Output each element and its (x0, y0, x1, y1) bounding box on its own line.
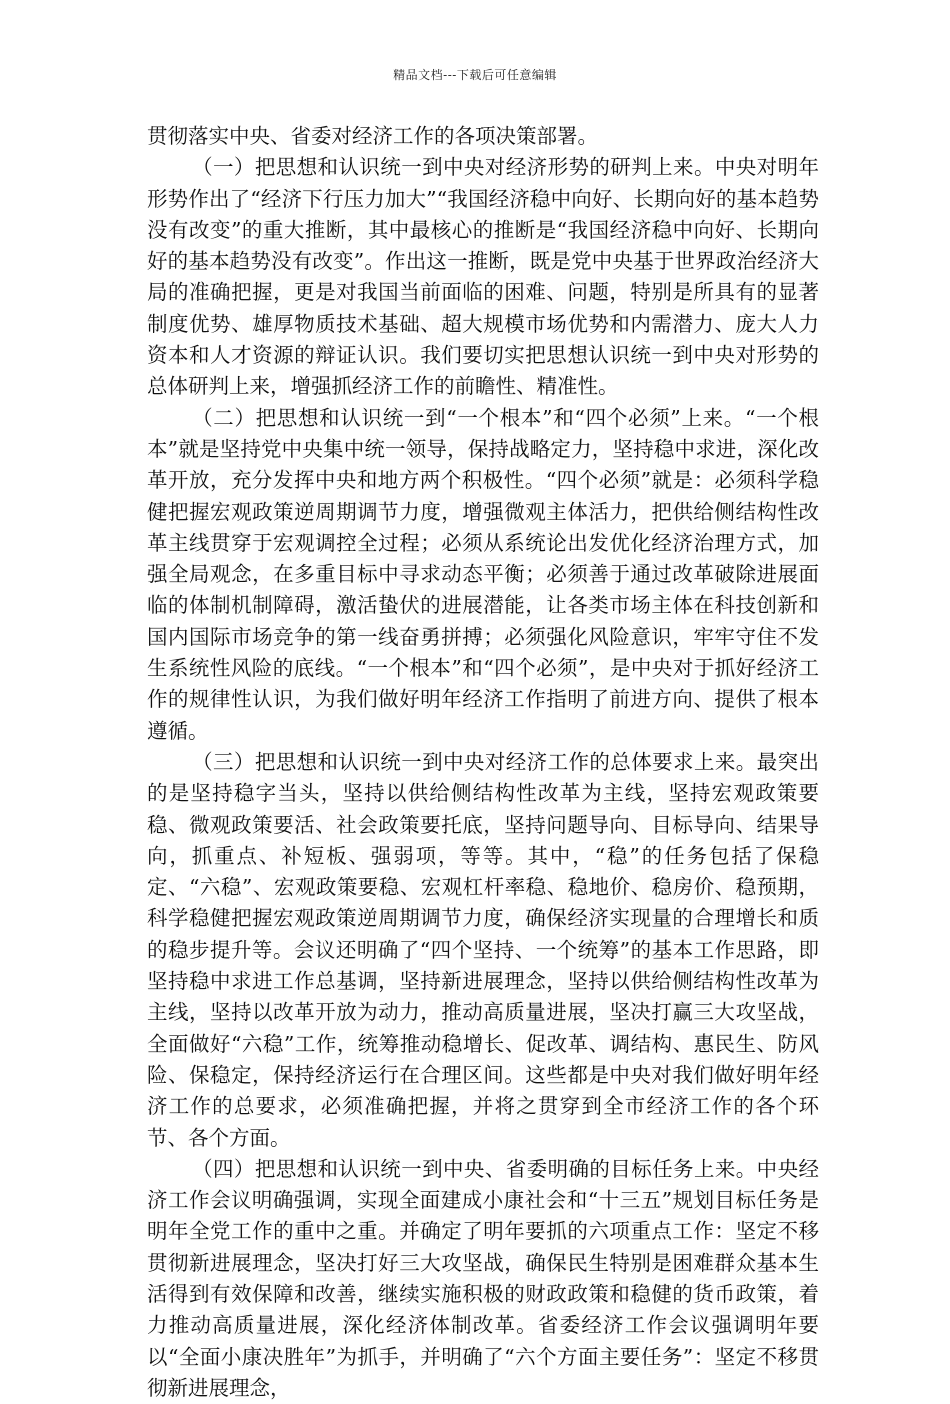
paragraph-continuation: 贯彻落实中央、省委对经济工作的各项决策部署。 (147, 124, 598, 148)
page-header: 精品文档---下载后可任意编辑 (393, 68, 557, 82)
paragraph-section-4: （四）把思想和认识统一到中央、省委明确的目标任务上来。中央经济工作会议明确强调，实现全面建成小康社会和“十三五”规划目标任务是明年全党工作的重中之重。并确定了明年要抓的六项重点工作：坚定不移贯彻新进展理念，坚决打好三大攻坚战，确保民生特别是困难群众基本生活得到有效保障和改善，继续实施积极的财政政策和稳健的货币政策，着力推动高质量进展，深化经济体制改革。省委经济工作会议强调明年要以“全面小康决胜年”为抓手，并明确了“六个方面主要任务”：坚定不移贯彻新进展理念， (147, 1156, 819, 1400)
paragraph-section-1: （一）把思想和认识统一到中央对经济形势的研判上来。中央对明年形势作出了“经济下行压力加大”“我国经济稳中向好、长期向好的基本趋势没有改变”的重大推断，其中最核心的推断是“我国经济稳中向好、长期向好的基本趋势没有改变”。作出这一推断，既是党中央基于世界政治经济大局的准确把握，更是对我国当前面临的困难、问题，特别是所具有的显著制度优势、雄厚物质技术基础、超大规模市场优势和内需潜力、庞大人力资本和人才资源的辩证认识。我们要切实把思想认识统一到中央对形势的总体研判上来，增强抓经济工作的前瞻性、精准性。 (147, 155, 819, 399)
document-body (147, 121, 819, 1404)
paragraph-section-2: （二）把思想和认识统一到“一个根本”和“四个必须”上来。“一个根本”就是坚持党中央集中统一领导，保持战略定力，坚持稳中求进，深化改革开放，充分发挥中央和地方两个积极性。“四个必须”就是：必须科学稳健把握宏观政策逆周期调节力度，增强微观主体活力，把供给侧结构性改革主线贯穿于宏观调控全过程；必须从系统论出发优化经济治理方式，加强全局观念，在多重目标中寻求动态平衡；必须善于通过改革破除进展面临的体制机制障碍，激活蛰伏的进展潜能，让各类市场主体在科技创新和国内国际市场竞争的第一线奋勇拼搏；必须强化风险意识，牢牢守住不发生系统性风险的底线。“一个根本”和“四个必须”，是中央对于抓好经济工作的规律性认识，为我们做好明年经济工作指明了前进方向、提供了根本遵循。 (147, 405, 819, 743)
paragraph-section-3: （三）把思想和认识统一到中央对经济工作的总体要求上来。最突出的是坚持稳字当头，坚持以供给侧结构性改革为主线，坚持宏观政策要稳、微观政策要活、社会政策要托底，坚持问题导向、目标导向、结果导向，抓重点、补短板、强弱项，等等。其中，“稳”的任务包括了保稳定、“六稳”、宏观政策要稳、宏观杠杆率稳、稳地价、稳房价、稳预期，科学稳健把握宏观政策逆周期调节力度，确保经济实现量的合理增长和质的稳步提升等。会议还明确了“四个坚持、一个统筹”的基本工作思路，即坚持稳中求进工作总基调，坚持新进展理念，坚持以供给侧结构性改革为主线，坚持以改革开放为动力，推动高质量进展，坚决打赢三大攻坚战，全面做好“六稳”工作，统筹推动稳增长、促改革、调结构、惠民生、防风险、保稳定，保持经济运行在合理区间。这些都是中央对我们做好明年经济工作的总要求，必须准确把握，并将之贯穿到全市经济工作的各个环节、各个方面。 (147, 749, 819, 1150)
